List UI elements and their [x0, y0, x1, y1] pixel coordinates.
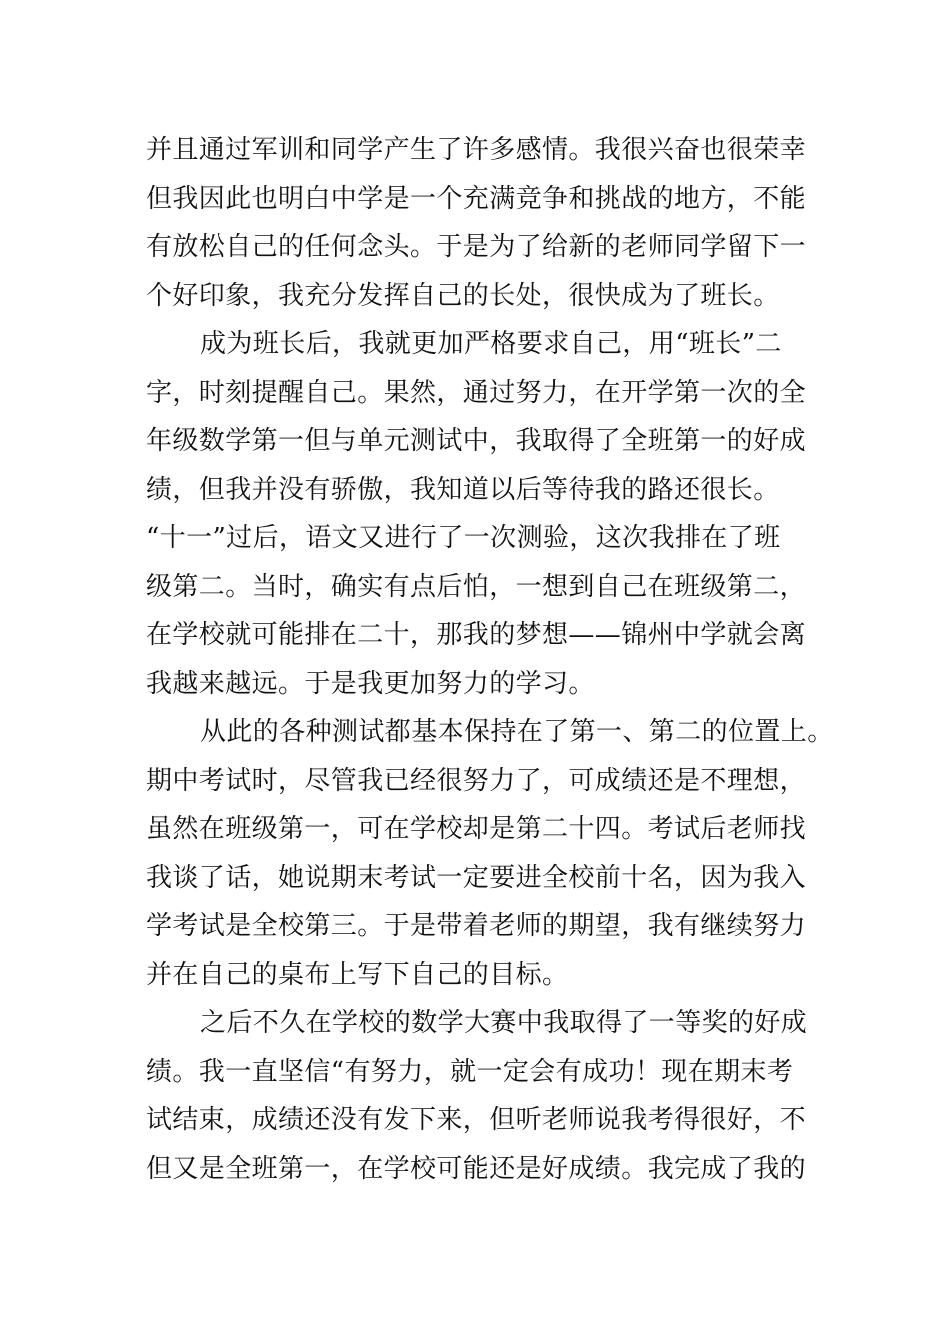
text-line: 有放松自己的任何念头。于是为了给新的老师同学留下一	[146, 232, 807, 262]
text-line: 年级数学第一但与单元测试中，我取得了全班第一的好成	[146, 426, 807, 456]
text-line: 个好印象，我充分发挥自己的长处，很快成为了班长。	[146, 280, 780, 311]
text-line: 虽然在班级第一，可在学校却是第二十四。考试后老师找	[146, 814, 807, 844]
text-line: 试结束，成绩还没有发下来，但听老师说我考得很好，不	[146, 1105, 807, 1135]
text-line: 我越来越远。于是我更加努力的学习。	[146, 668, 595, 699]
text-line: 级第二。当时，确实有点后怕，一想到自己在班级第二，	[146, 571, 807, 602]
text-line: 但我因此也明白中学是一个充满竞争和挑战的地方，不能	[146, 183, 807, 214]
text-line: 在学校就可能排在二十，那我的梦想——锦州中学就会离	[146, 620, 807, 650]
text-line: 绩，但我并没有骄傲，我知道以后等待我的路还很长。	[146, 474, 780, 505]
text-line: 期中考试时，尽管我已经很努力了，可成绩还是不理想，	[146, 765, 807, 796]
paragraph-start-line: 成为班长后，我就更加严格要求自己，用“班长”二	[200, 329, 782, 359]
text-line: “十一”过后，语文又进行了一次测验，这次我排在了班	[146, 523, 781, 553]
text-line: 学考试是全校第三。于是带着老师的期望，我有继续努力	[146, 911, 807, 941]
body-text	[146, 126, 846, 1193]
text-line: 字，时刻提醒自己。果然，通过努力，在开学第一次的全	[146, 377, 807, 408]
text-line: 绩。我一直坚信“有努力，就一定会有成功！现在期末考	[146, 1056, 794, 1087]
text-line: 并在自己的桌布上写下自己的目标。	[146, 959, 569, 990]
text-line: 并且通过军训和同学产生了许多感情。我很兴奋也很荣幸	[146, 135, 807, 165]
text-line: 我谈了话，她说期末考试一定要进全校前十名，因为我入	[146, 862, 807, 893]
paragraph-start-line: 从此的各种测试都基本保持在了第一、第二的位置上。	[200, 717, 834, 747]
paragraph-start-line: 之后不久在学校的数学大赛中我取得了一等奖的好成	[200, 1008, 808, 1038]
text-line: 但又是全班第一，在学校可能还是好成绩。我完成了我的	[146, 1153, 807, 1184]
